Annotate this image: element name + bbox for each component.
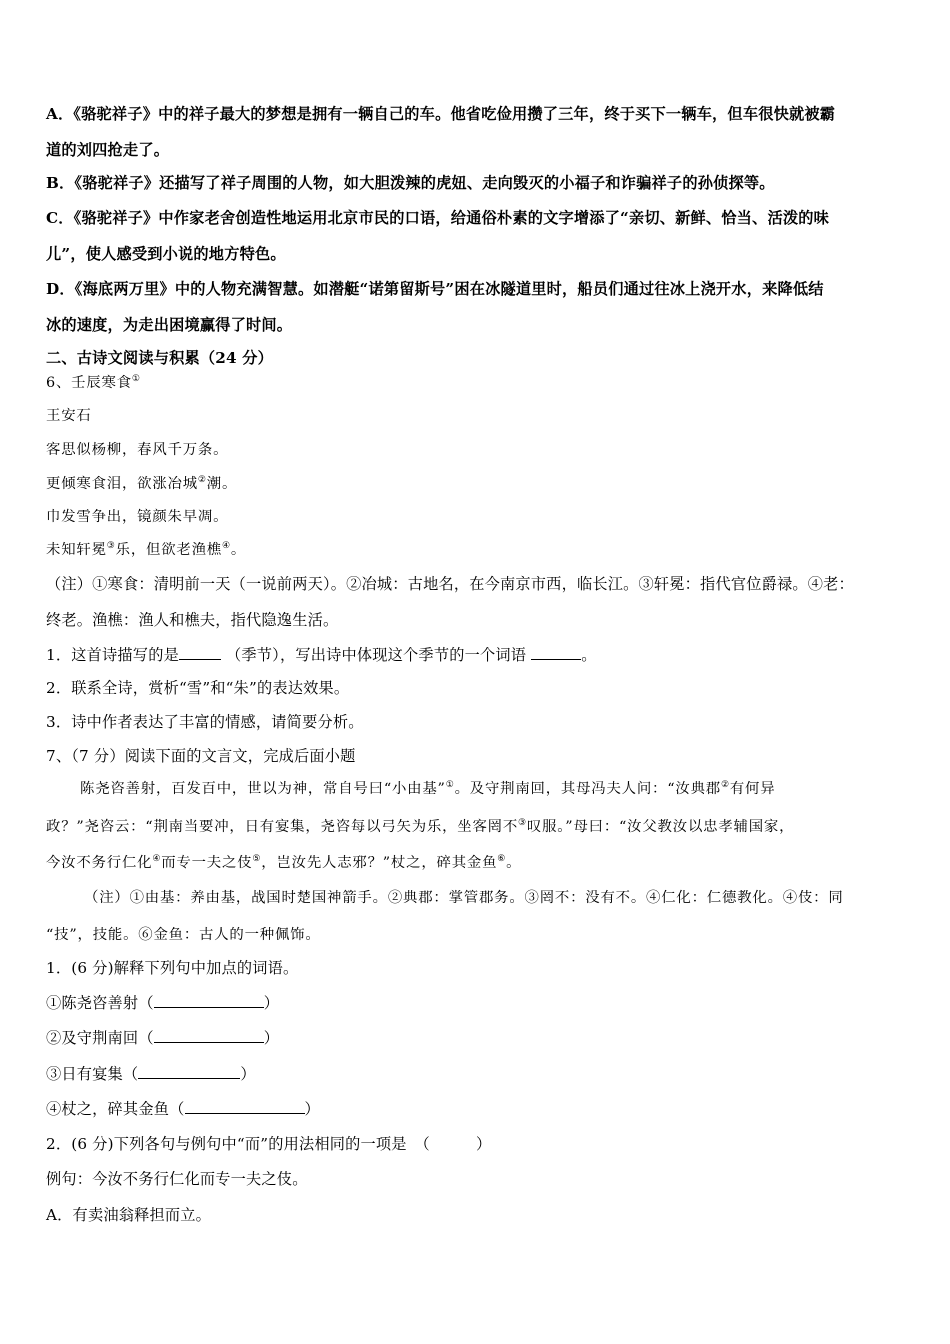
option-d-line2: 冰的速度，为走出困境赢得了时间。 (46, 316, 293, 334)
answer-blank-3[interactable] (138, 1063, 240, 1079)
q7-item4: ④杖之，碎其金鱼（ ） (46, 1100, 320, 1118)
classical-text-line1: 陈尧咨善射，百发百中，世以为神，常自号曰“小由基”①。及守荆南回，其母冯夫人问：“汝典郡②有何异 (80, 780, 776, 797)
q7-sub2: 2．(6 分)下列各句与例句中“而”的用法相同的一项是 （ ） (46, 1135, 492, 1153)
option-c-line1: C．《骆驼祥子》中作家老舍创造性地运用北京市民的口语，给通俗朴素的文字增添了“亲切、新鲜、恰当、活泼的味 (46, 209, 829, 227)
q7-title: 7、（7 分）阅读下面的文言文，完成后面小题 (46, 747, 356, 765)
poem-line-2: 更倾寒食泪，欲涨冶城②潮。 (46, 475, 238, 492)
classical-notes-line1: （注）①由基：养由基，战国时楚国神箭手。②典郡：掌管郡务。③罔不：没有不。④仁化：仁德教化。④伎：同 (84, 890, 844, 906)
q6-sub2: 2．联系全诗，赏析“雪”和“朱”的表达效果。 (46, 679, 350, 697)
q7-option-a: A．有卖油翁释担而立。 (46, 1206, 212, 1224)
option-d-line1: D．《海底两万里》中的人物充满智慧。如潜艇“诺第留斯号”困在冰隧道里时，船员们通过往冰上浇开水，来降低结 (46, 280, 824, 298)
poem-notes-line1: （注）①寒食：清明前一天（一说前两天）。②冶城：古地名，在今南京市西，临长江。③轩冕：指代官位爵禄。④老： (46, 575, 854, 593)
option-b: B．《骆驼祥子》还描写了祥子周围的人物，如大胆泼辣的虎妞、走向毁灭的小福子和诈骗祥子的孙侦探等。 (46, 174, 775, 192)
poem-notes-line2: 终老。渔樵：渔人和樵夫，指代隐逸生活。 (46, 611, 339, 629)
poem-line-1: 客思似杨柳，春风千万条。 (46, 442, 229, 458)
poem-title: 6、壬辰寒食① (46, 374, 141, 391)
poem-line-4: 未知轩冕③乐，但欲老渔樵④。 (46, 541, 247, 558)
q7-item1: ①陈尧咨善射（ ） (46, 994, 280, 1012)
option-a-line1: A．《骆驼祥子》中的祥子最大的梦想是拥有一辆自己的车。他省吃俭用攒了三年，终于买下一辆车，但车很快就被霸 (46, 105, 836, 123)
option-a-line2: 道的刘四抢走了。 (46, 141, 170, 159)
option-c-line2: 儿”，使人感受到小说的地方特色。 (46, 245, 286, 263)
answer-blank-2[interactable] (154, 1027, 264, 1043)
answer-blank-1[interactable] (154, 992, 264, 1008)
answer-blank-4[interactable] (185, 1098, 305, 1114)
q6-sub3: 3．诗中作者表达了丰富的情感，请简要分析。 (46, 713, 364, 731)
season-blank[interactable] (179, 644, 221, 660)
q7-sub1: 1．(6 分)解释下列句中加点的词语。 (46, 959, 299, 977)
section-heading: 二、古诗文阅读与积累（24 分） (46, 349, 274, 367)
poem-line-3: 巾发雪争出，镜颜朱早凋。 (46, 509, 229, 525)
q6-sub1: 1．这首诗描写的是 （季节），写出诗中体现这个季节的一个词语 。 (46, 646, 597, 664)
q7-example: 例句：今汝不务行仁化而专一夫之伎。 (46, 1170, 308, 1188)
classical-notes-line2: “技”，技能。⑥金鱼：古人的一种佩饰。 (46, 927, 321, 943)
q7-item3: ③日有宴集（ ） (46, 1065, 256, 1083)
poem-author: 王安石 (46, 408, 92, 424)
word-blank[interactable] (531, 644, 581, 660)
classical-text-line3: 今汝不务行仁化④而专一夫之伎⑤，岂汝先人志邪？”杖之，碎其金鱼⑥。 (46, 854, 522, 871)
classical-text-line2: 政？”尧咨云：“荆南当要冲，日有宴集，尧咨每以弓矢为乐，坐客罔不③叹服。”母曰：“汝父教汝以忠孝辅国家， (46, 818, 795, 835)
q7-item2: ②及守荆南回（ ） (46, 1029, 280, 1047)
